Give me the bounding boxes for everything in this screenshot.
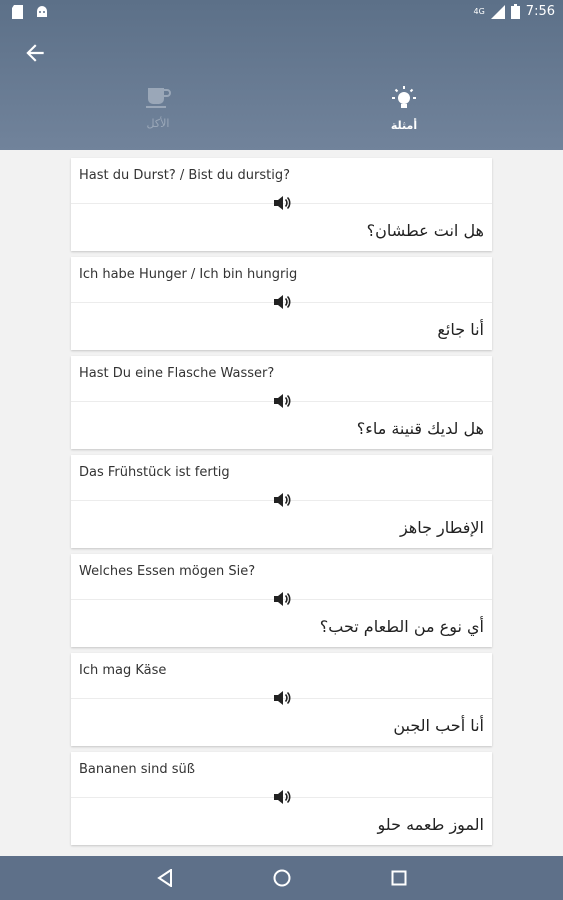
speaker-icon[interactable] [273, 690, 291, 706]
speaker-icon[interactable] [273, 393, 291, 409]
phrase-card[interactable] [71, 752, 492, 845]
phrase-card[interactable] [71, 455, 492, 548]
tab-examples[interactable] [359, 85, 449, 132]
german-phrase: Hast du Durst? / Bist du durstig? [79, 168, 291, 183]
phrase-card[interactable] [71, 653, 492, 746]
coffee-cup-icon [144, 85, 172, 111]
lightbulb-icon [389, 85, 419, 113]
arabic-translation: أنا أحب الجبن [393, 716, 484, 735]
arabic-translation: هل انت عطشان؟ [366, 221, 484, 240]
battery-icon [511, 4, 520, 19]
back-arrow-icon[interactable] [22, 40, 48, 66]
signal-icon [491, 5, 505, 19]
german-phrase: Welches Essen mögen Sie? [79, 564, 256, 579]
app-header [0, 0, 563, 150]
speaker-icon[interactable] [273, 492, 291, 508]
speaker-icon[interactable] [273, 294, 291, 310]
arabic-translation: هل لديك قنينة ماء؟ [356, 419, 484, 438]
german-phrase: Das Frühstück ist fertig [79, 465, 230, 480]
sd-card-icon [12, 5, 23, 19]
tab-food-label: الأكل [146, 117, 170, 130]
phrase-card[interactable] [71, 158, 492, 251]
square-recents-icon [391, 870, 407, 886]
circle-home-icon [273, 869, 291, 887]
german-phrase: Ich habe Hunger / Ich bin hungrig [79, 267, 298, 282]
nav-home-button[interactable] [271, 867, 293, 889]
system-nav-bar [0, 856, 563, 900]
nav-recents-button[interactable] [388, 867, 410, 889]
phrase-list [71, 158, 492, 851]
phrase-card[interactable] [71, 356, 492, 449]
network-type: 4G [473, 7, 485, 16]
speaker-icon[interactable] [273, 789, 291, 805]
tab-food[interactable] [113, 85, 203, 130]
tab-examples-label: أمثلة [390, 119, 418, 132]
arabic-translation: أي نوع من الطعام تحب؟ [319, 617, 484, 636]
german-phrase: Bananen sind süß [79, 762, 195, 777]
android-icon [35, 5, 49, 19]
triangle-back-icon [157, 869, 173, 887]
arabic-translation: الموز طعمه حلو [377, 815, 484, 834]
speaker-icon[interactable] [273, 195, 291, 211]
german-phrase: Ich mag Käse [79, 663, 167, 678]
arabic-translation: الإفطار جاهز [399, 518, 484, 537]
german-phrase: Hast Du eine Flasche Wasser? [79, 366, 275, 381]
phrase-card[interactable] [71, 554, 492, 647]
nav-back-button[interactable] [154, 867, 176, 889]
phrase-card[interactable] [71, 257, 492, 350]
speaker-icon[interactable] [273, 591, 291, 607]
arabic-translation: أنا جائع [437, 320, 484, 339]
status-bar [0, 0, 563, 25]
clock: 7:56 [525, 4, 555, 19]
